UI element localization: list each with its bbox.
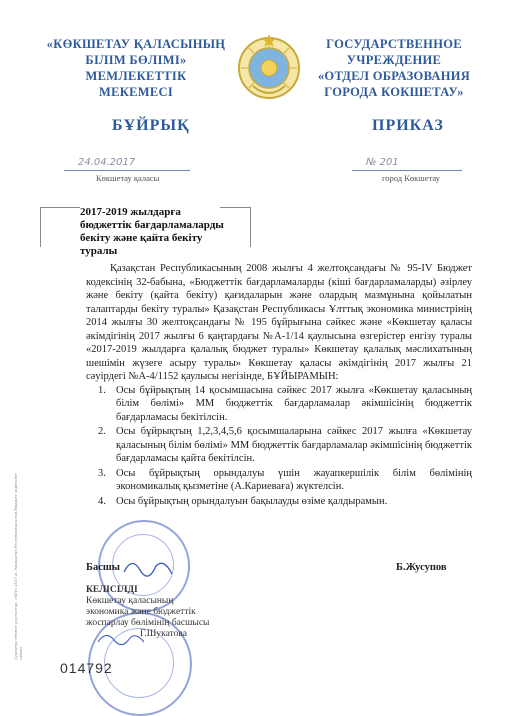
list-item-text: Осы бұйрықтың 1,2,3,4,5,6 қосымшаларына сәйкес 2017 жылға «Көкшетау қаласының білім бөлімі» ММ бюджеттік бағдарламалар әкімшісінің бюджеттік бағдарламасы қайта бекітілсін. [116, 426, 472, 464]
director-signature-icon [120, 552, 180, 582]
document-serial-number: 014792 [60, 660, 113, 676]
city-ru: город Көкшетау [382, 173, 441, 183]
list-item [86, 467, 472, 494]
preamble-paragraph: Қазақстан Республикасының 2008 жылғы 4 желтоқсандағы № 95-IV Бюджет кодексінің 32-бабына, «Бюджеттік бағдарламаларды (кіші бағдарламаларды) әзірлеу және бекіту (қайта бекіту) қағидаларын және олардың мазмұнына қойылатын талаптарды бекіту туралы» Қазақстан Республикасы Ұлттық экономика министрінің 2014 жылғы 30 желтоқсандағы № 195 бұйрығына сәйкес және «Көкшетау қаласы әкімдігінің 2017 жылғы 6 қаңтардағы №А-1/14 қаулысына өзгерістер енгізу туралы «2017-2019 жылдарға қалалық бюджет туралы» Көкшетау қалалық мәслихатының шешімін жүзеге асыру туралы» Көкшетау қаласы әкімдігінің 2017 жылғы 21 сәуірдегі №А-4/1152 қаулысы негізінде, БҰЙЫРАМЫН: [86, 263, 472, 382]
org-name-kz-line-2: БІЛІМ БӨЛІМІ» [85, 53, 187, 67]
order-title-kz: БҰЙРЫҚ [112, 117, 190, 134]
org-name-kz [36, 36, 236, 100]
agreed-line-1: Көкшетау қаласының [86, 596, 174, 606]
org-name-kz-line-4: МЕКЕМЕСІ [99, 85, 173, 99]
org-name-kz-line-1: «КӨКШЕТАУ ҚАЛАСЫНЫҢ [46, 37, 226, 51]
city-kz: Көкшетау қаласы [96, 173, 160, 183]
order-items-list [86, 384, 472, 509]
org-name-ru-line-4: ГОРОДА КОКШЕТАУ» [324, 85, 464, 99]
order-title-ru: ПРИКАЗ [372, 117, 444, 134]
list-item-number: 1. [98, 384, 106, 396]
list-item-number: 2. [98, 426, 106, 437]
list-item [86, 495, 472, 509]
agreed-line-4: Г.Шукатова [140, 629, 187, 639]
subject-line-1: 2017-2019 жылдарға [80, 206, 181, 218]
date-line [64, 170, 190, 171]
org-name-ru [294, 36, 494, 100]
list-item-number: 3. [98, 467, 106, 479]
agreed-block [86, 585, 236, 640]
org-name-kz-line-3: МЕМЛЕКЕТТІК [85, 69, 187, 83]
side-note-text: Сұрақтар немесе ұсыныстар, «ҚЕҰ» 2017 ж. Қазақстан Республикасының бюджет кодексіне сәйкес [13, 473, 23, 660]
org-name-ru-line-3: «ОТДЕЛ ОБРАЗОВАНИЯ [317, 69, 471, 83]
agreed-line-3: жоспарлау бөлімінің басшысы [86, 618, 210, 628]
agreed-title: КЕЛІСІЛДІ [86, 585, 138, 595]
date-handwritten: 24.04.2017 [78, 157, 136, 168]
agreed-line-2: экономика және бюджеттік [86, 607, 196, 617]
subject-corner-left-v [40, 207, 41, 247]
org-name-ru-line-2: УЧРЕЖДЕНИЕ [346, 53, 442, 67]
document-body [86, 262, 472, 509]
signature-name: Б.Жусупов [396, 562, 447, 573]
list-item [86, 384, 472, 425]
subject-line-4: туралы [80, 245, 118, 257]
signature-title: Басшы [86, 562, 120, 573]
org-name-ru-line-1: ГОСУДАРСТВЕННОЕ [326, 37, 462, 51]
subject-line-2: бюджеттік бағдарламаларды [80, 219, 224, 231]
document-subject [80, 206, 240, 258]
side-registration-note [14, 460, 84, 660]
number-line [352, 170, 462, 171]
list-item-text: Осы бұйрықтың орындалуын бақылауды өзіме қалдырамын. [116, 495, 388, 507]
number-handwritten: № 201 [366, 157, 399, 168]
subject-line-3: бекіту және қайта бекіту [80, 232, 203, 244]
list-item [86, 425, 472, 466]
list-item-number: 4. [98, 495, 106, 507]
list-item-text: Осы бұйрықтың 14 қосымшасына сәйкес 2017 жылға «Көкшетау қаласының білім бөлімі» ММ бюджеттік бағдарламалар әкімшісінің бюджеттік бағдарламасы бекітілсін. [116, 384, 472, 423]
list-item-text: Осы бұйрықтың орындалуы үшін жауапкершілік білім бөлімінің экономикалық қызметіне (А.Кариеваға) жүктелсін. [116, 467, 472, 492]
subject-corner-right-v [250, 207, 251, 247]
subject-corner-left-h [40, 207, 80, 208]
